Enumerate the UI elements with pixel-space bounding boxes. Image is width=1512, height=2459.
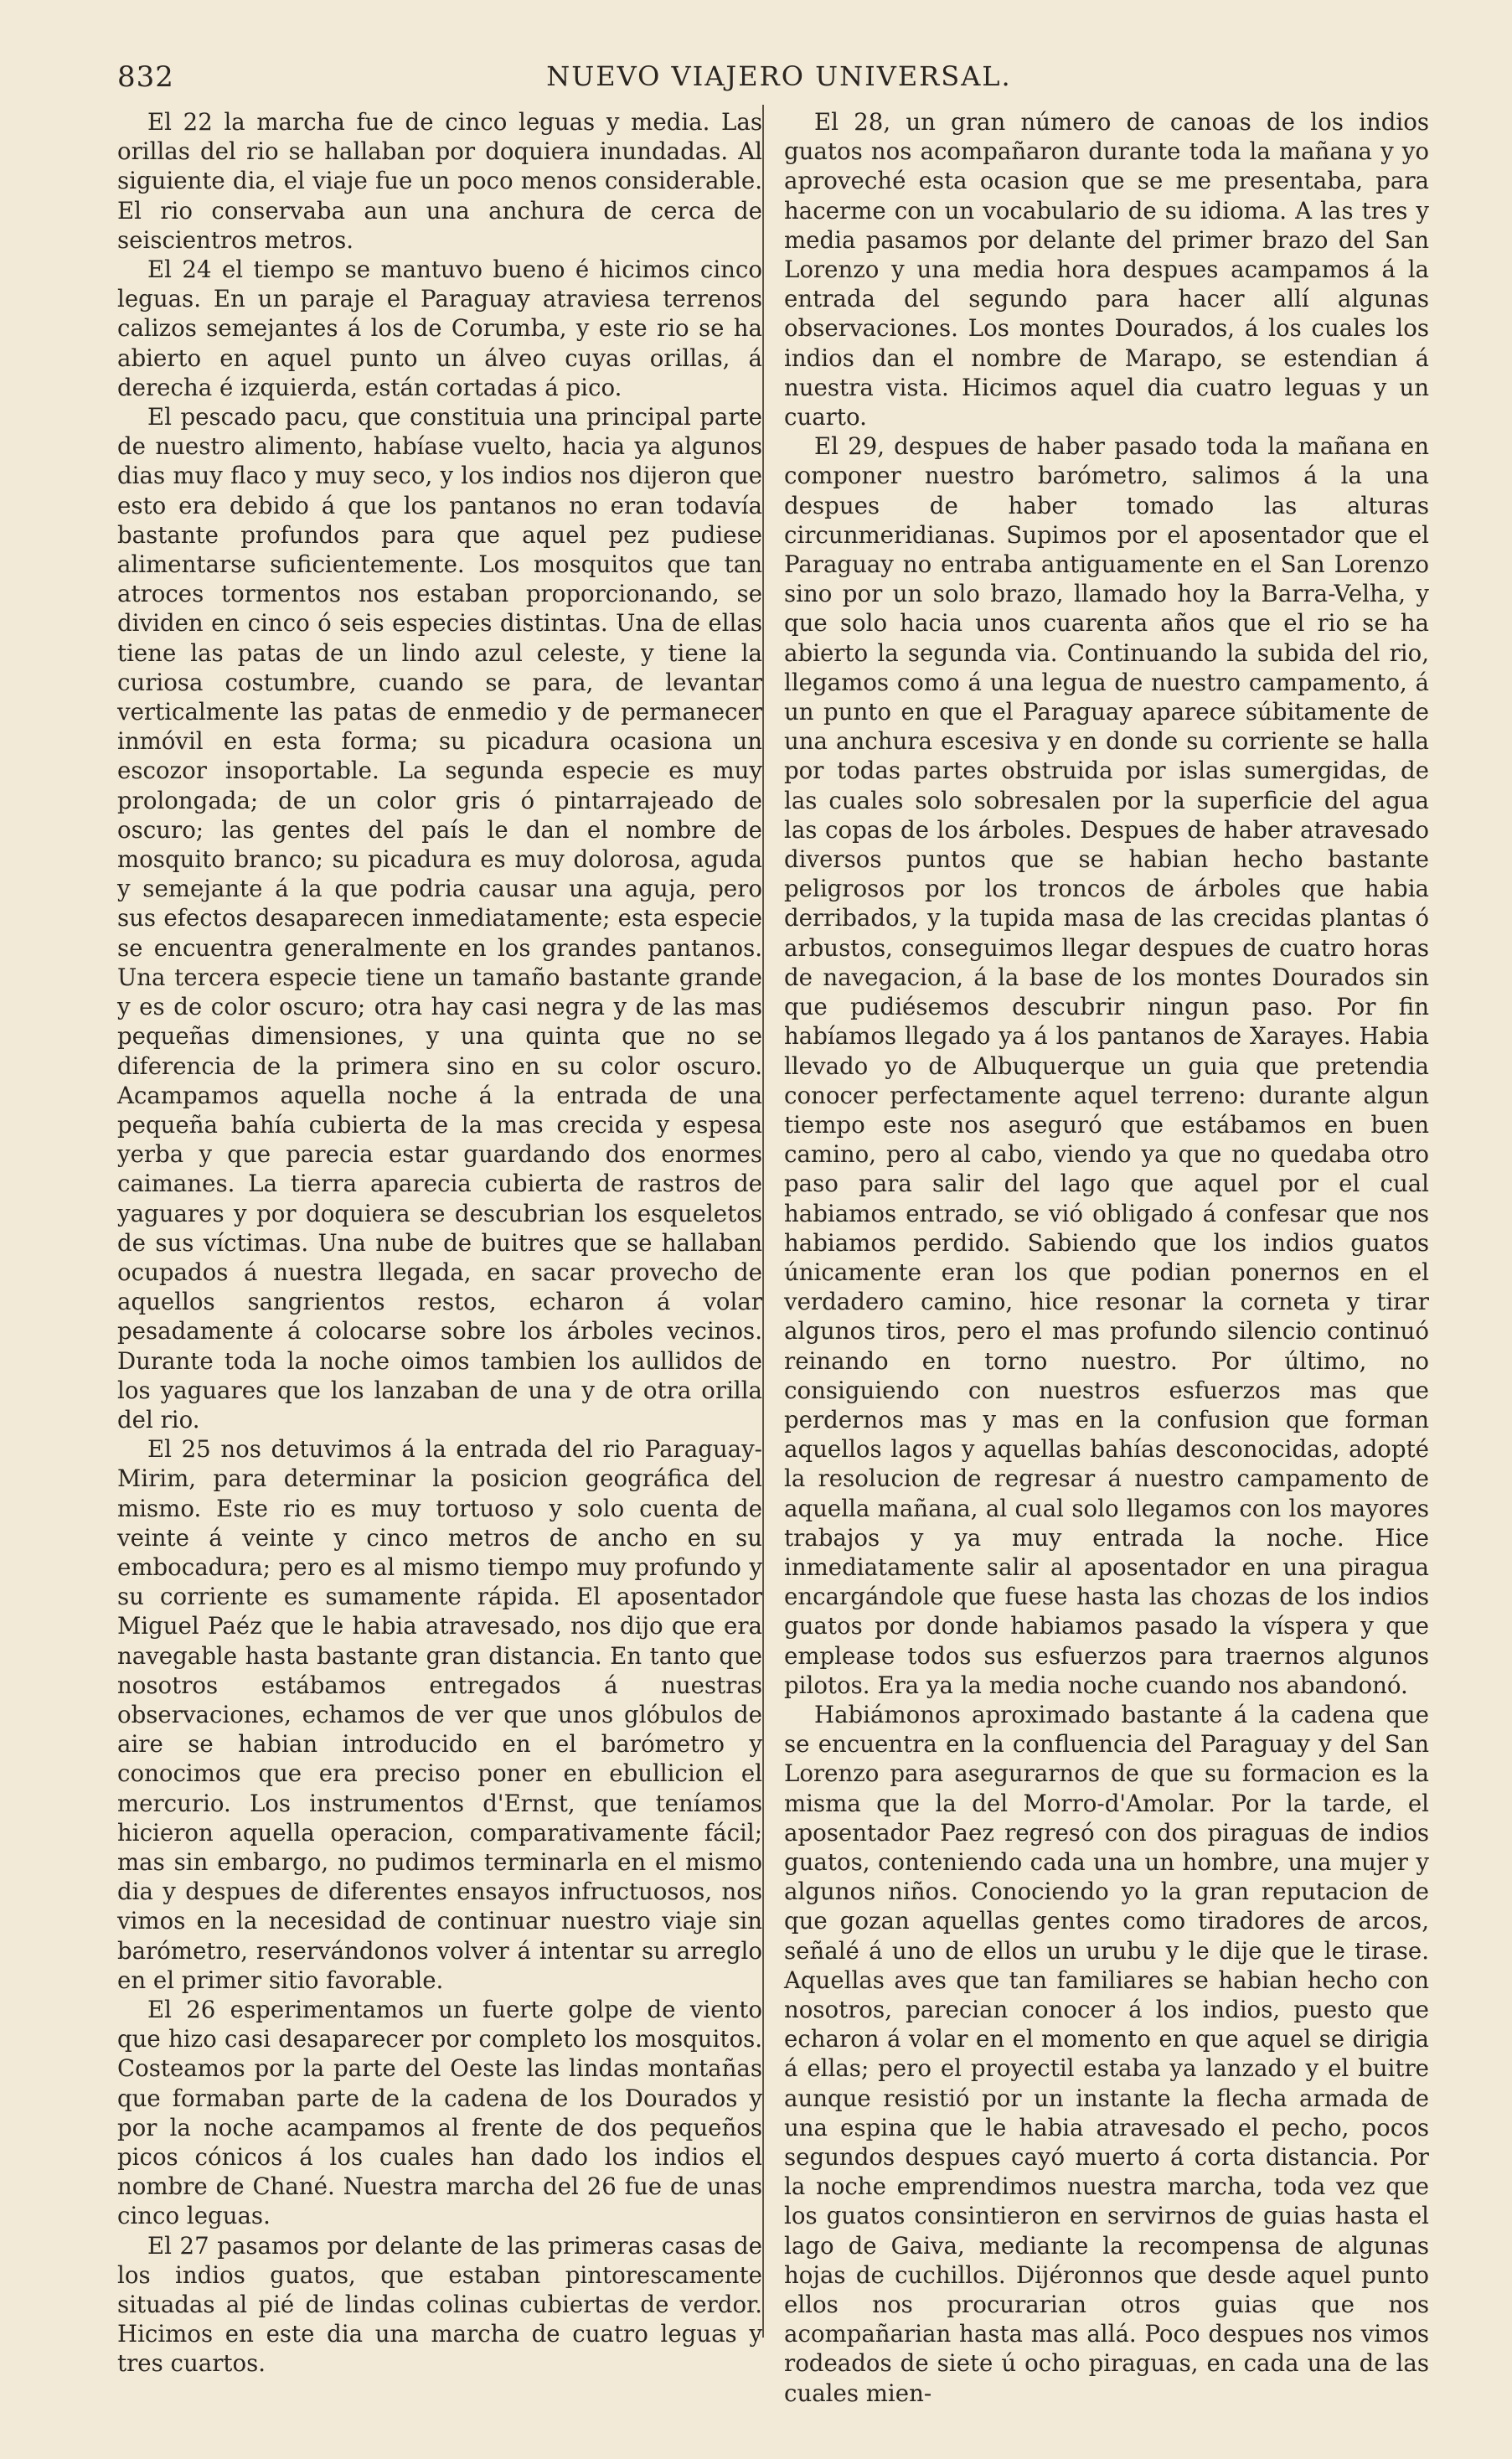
running-title: NUEVO VIAJERO UNIVERSAL. [546,60,1012,92]
paragraph: Habiámonos aproximado bastante á la cadena que se encuentra en la confluencia del Paraguay y del San Lorenzo para asegurarnos de que su formacion es la misma que la del Morro-d'Amolar. Por la tarde, el aposentador Paez regresó con dos piraguas de indios guatos, conteniendo cada una un hombre, una mujer y algunos niños. Conociendo yo la gran reputacion de que gozan aquellas gentes como tiradores de arcos, señalé á uno de ellos un urubu y le dije que le tirase. Aquellas aves que tan familiares se habian hecho con nosotros, parecian conocer á los indios, puesto que echaron á volar en el momento en que aquel se dirigia á ellas; pero el proyectil estaba ya lanzado y el buitre aunque resistió por un instante la flecha armada de una espina que le habia atravesado el pecho, pocos segundos despues cayó muerto á corta distancia. Por la noche emprendimos nuestra marcha, toda vez que los guatos consintieron en servirnos de guias hasta el lago de Gaiva, mediante la recompensa de algunas hojas de cuchillos. Dijéronnos que desde aquel punto ellos nos procurarian otros guias que nos acompañarian hasta mas allá. Poco despues nos vimos rodeados de siete ú ocho piraguas, en cada una de las cuales mien- [784,1700,1429,2407]
page-number: 832 [117,60,174,94]
paragraph: El 25 nos detuvimos á la entrada del rio Paraguay-Mirim, para determinar la posicion geográfica del mismo. Este rio es muy tortuoso y solo cuenta de veinte á veinte y cinco metros de ancho en su embocadura; pero es al mismo tiempo muy profundo y su corriente es sumamente rápida. El aposentador Miguel Paéz que le habia atravesado, nos dijo que era navegable hasta bastante gran distancia. En tanto que nosotros estábamos entregados á nuestras observaciones, echamos de ver que unos glóbulos de aire se habian introducido en el barómetro y conocimos que era preciso poner en ebullicion el mercurio. Los instrumentos d'Ernst, que teníamos hicieron aquella operacion, comparativamente fácil; mas sin embargo, no pudimos terminarla en el mismo dia y despues de diferentes ensayos infructuosos, nos vimos en la necesidad de continuar nuestro viaje sin barómetro, reservándonos volver á intentar su arreglo en el primer sitio favorable. [117,1435,762,1994]
paragraph: El 27 pasamos por delante de las primeras casas de los indios guatos, que estaban pintorescamente situadas al pié de lindas colinas cubiertas de verdor. Hicimos en este dia una marcha de cuatro leguas y tres cuartos. [117,2231,762,2378]
paragraph: El 26 esperimentamos un fuerte golpe de viento que hizo casi desaparecer por completo los mosquitos. Costeamos por la parte del Oeste las lindas montañas que formaban parte de la cadena de los Dourados y por la noche acampamos al frente de dos pequeños picos cónicos á los cuales han dado los indios el nombre de Chané. Nuestra marcha del 26 fue de unas cinco leguas. [117,1996,762,2230]
paragraph: El pescado pacu, que constituia una principal parte de nuestro alimento, habíase vuelto, hacia ya algunos dias muy flaco y muy seco, y los indios nos dijeron que esto era debido á que los pantanos no eran todavía bastante profundos para que aquel pez pudiese alimentarse suficientemente. Los mosquitos que tan atroces tormentos nos estaban proporcionando, se dividen en cinco ó seis especies distintas. Una de ellas tiene las patas de un lindo azul celeste, y tiene la curiosa costumbre, cuando se para, de levantar verticalmente las patas de enmedio y de permanecer inmóvil en esta forma; su picadura ocasiona un escozor insoportable. La segunda especie es muy prolongada; de un color gris ó pintarrajeado de oscuro; las gentes del país le dan el nombre de mosquito branco; su picadura es muy dolorosa, aguda y semejante á la que podria causar una aguja, pero sus efectos desaparecen inmediatamente; esta especie se encuentra generalmente en los grandes pantanos. Una tercera especie tiene un tamaño bastante grande y es de color oscuro; otra hay casi negra y de las mas pequeñas dimensiones, y una quinta que no se diferencia de la primera sino en su color oscuro. Acampamos aquella noche á la entrada de una pequeña bahía cubierta de la mas crecida y espesa yerba y que parecia estar guardando dos enormes caimanes. La tierra aparecia cubierta de rastros de yaguares y por doquiera se descubrian los esqueletos de sus víctimas. Una nube de buitres que se hallaban ocupados á nuestra llegada, en sacar provecho de aquellos sangrientos restos, echaron á volar pesadamente á colocarse sobre los árboles vecinos. Durante toda la noche oimos tambien los aullidos de los yaguares que los lanzaban de una y de otra orilla del rio. [117,403,762,1434]
paragraph: El 24 el tiempo se mantuvo bueno é hicimos cinco leguas. En un paraje el Paraguay atraviesa terrenos calizos semejantes á los de Corumba, y este rio se ha abierto en aquel punto un álveo cuyas orillas, á derecha é izquierda, están cortadas á pico. [117,256,762,401]
right-column [784,107,1429,2408]
column-divider [762,105,764,2338]
paragraph: El 29, despues de haber pasado toda la mañana en componer nuestro barómetro, salimos á la una despues de haber tomado las alturas circunmeridianas. Supimos por el aposentador que el Paraguay no entraba antiguamente en el San Lorenzo sino por un solo brazo, llamado hoy la Barra-Velha, y que solo hacia unos cuarenta años que el rio se ha abierto la segunda via. Continuando la subida del rio, llegamos como á una legua de nuestro campamento, á un punto en que el Paraguay aparece súbitamente de una anchura escesiva y en donde su corriente se halla por todas partes obstruida por islas sumergidas, de las cuales solo sobresalen por la superficie del agua las copas de los árboles. Despues de haber atravesado diversos puntos que se habian hecho bastante peligrosos por los troncos de árboles que habia derribados, y la tupida masa de las crecidas plantas ó arbustos, conseguimos llegar despues de cuatro horas de navegacion, á la base de los montes Dourados sin que pudiésemos descubrir ningun paso. Por fin habíamos llegado ya á los pantanos de Xarayes. Habia llevado yo de Albuquerque un guia que pretendia conocer perfectamente aquel terreno: durante algun tiempo este nos aseguró que estábamos en buen camino, pero al cabo, viendo ya que no quedaba otro paso para salir del lago que aquel por el cual habiamos entrado, se vió obligado á confesar que nos habiamos perdido. Sabiendo que los indios guatos únicamente eran los que podian ponernos en el verdadero camino, hice resonar la corneta y tirar algunos tiros, pero el mas profundo silencio continuó reinando en torno nuestro. Por último, no consiguiendo con nuestros esfuerzos mas que perdernos mas y mas en la confusion que forman aquellos lagos y aquellas bahías desconocidas, adopté la resolucion de regresar á nuestro campamento de aquella mañana, al cual solo llegamos con los mayores trabajos y ya muy entrada la noche. Hice inmediatamente salir al aposentador en una piragua encargándole que fuese hasta las chozas de los indios guatos por donde habiamos pasado la víspera y que emplease todos sus esfuerzos para traernos algunos pilotos. Era ya la media noche cuando nos abandonó. [784,432,1429,1699]
paragraph: El 22 la marcha fue de cinco leguas y media. Las orillas del rio se hallaban por doquiera inundadas. Al siguiente dia, el viaje fue un poco menos considerable. El rio conservaba aun una anchura de cerca de seiscientros metros. [117,108,762,254]
paragraph: El 28, un gran número de canoas de los indios guatos nos acompañaron durante toda la mañana y yo aproveché esta ocasion que se me presentaba, para hacerme con un vocabulario de su idioma. A las tres y media pasamos por delante del primer brazo del San Lorenzo y una media hora despues acampamos á la entrada del segundo para hacer allí algunas observaciones. Los montes Dourados, á los cuales los indios dan el nombre de Marapo, se estendian á nuestra vista. Hicimos aquel dia cuatro leguas y un cuarto. [784,108,1429,431]
left-column [117,107,762,2379]
page-header [117,60,1441,102]
